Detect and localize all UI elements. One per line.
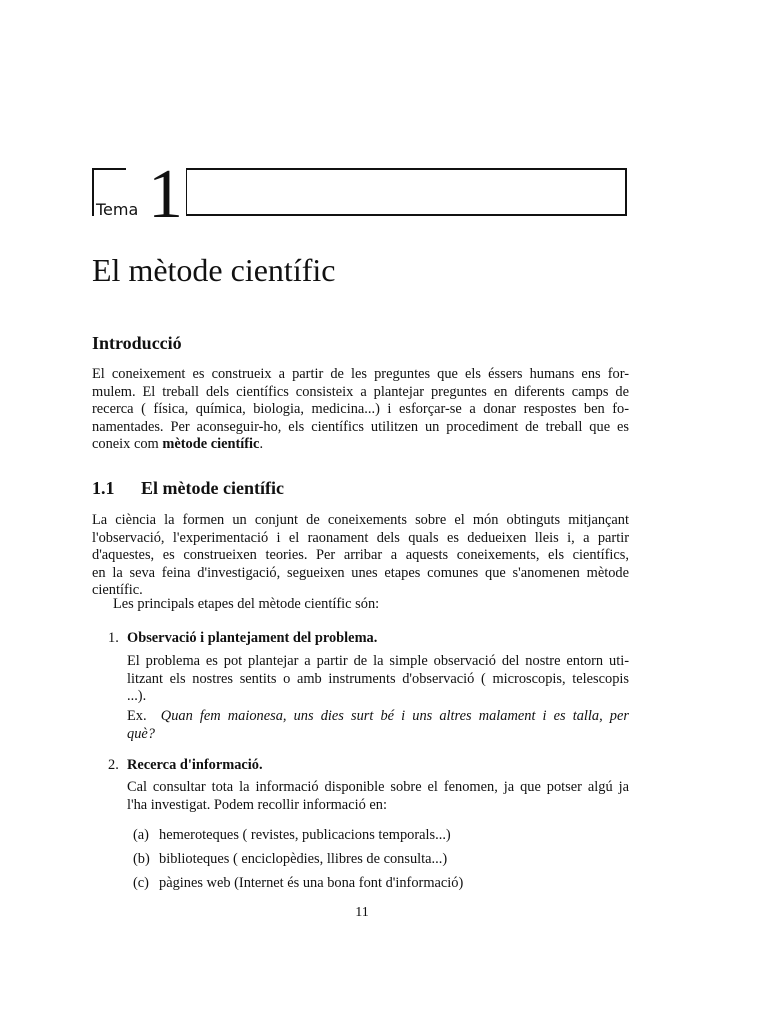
step-title: Recerca d'informació. <box>127 757 263 773</box>
intro-paragraph <box>92 366 629 454</box>
intro-last-suffix: . <box>259 436 264 452</box>
intro-line: mulem. El treball dels científics consisteix a plantejar preguntes en diferents camps de <box>92 383 629 400</box>
section-lead: Les principals etapes del mètode científic són: <box>113 596 380 612</box>
intro-last-prefix: coneix com <box>92 436 163 452</box>
step-body-line: litzant els nostres sentits o amb instruments d'observació ( microscopis, telescopis <box>127 670 629 687</box>
sub-list-item <box>133 874 463 892</box>
intro-line-last <box>92 436 629 454</box>
section-line: en la seva feina d'investigació, segueixen unes etapes comunes que s'anomenen mètode <box>92 564 629 581</box>
sub-item-label: (b) <box>133 851 150 867</box>
sub-list-item <box>133 826 451 844</box>
section-paragraph <box>92 512 629 600</box>
chapter-frame-top-line <box>92 168 126 170</box>
intro-bold-term: mètode científic <box>162 436 260 452</box>
example-text: Quan fem maionesa, uns dies surt bé i uns altres malament i es talla, per <box>160 708 629 724</box>
section-number: 1.1 <box>92 478 115 498</box>
intro-line: El coneixement es construeix a partir de les preguntes que els éssers humans ens for- <box>92 366 629 382</box>
sub-item-text: biblioteques ( enciclopèdies, llibres de consulta...) <box>159 851 448 867</box>
step-example <box>127 708 629 743</box>
example-line <box>127 708 629 726</box>
section-line: l'observació, l'experimentació i el raonament dels quals es dedueixen lleis i, a partir <box>92 529 629 546</box>
section-line: La ciència la formen un conjunt de coneixements sobre el món obtinguts mitjançant <box>92 512 629 528</box>
intro-line: namentades. Per aconseguir-ho, els científics utilitzen un procediment de treball que es <box>92 418 629 435</box>
section-line: d'aquestes, es construeixen teories. Per arribar a aquests coneixements, els científics, <box>92 547 629 563</box>
step-body-line: ...). <box>127 688 147 704</box>
example-line: què? <box>127 725 155 742</box>
chapter-frame-rule <box>186 168 627 216</box>
chapter-title: El mètode científic <box>92 252 336 288</box>
section-title: El mètode científic <box>141 478 284 498</box>
chapter-frame-left-line <box>92 168 94 216</box>
step-body-line: Cal consultar tota la informació disponible sobre el fenomen, ja que potser algú ja <box>127 779 629 795</box>
chapter-number: 1 <box>148 156 183 233</box>
chapter-header <box>92 156 628 233</box>
section-line: científic. <box>92 582 143 598</box>
example-label: Ex. <box>127 708 147 724</box>
sub-list-item <box>133 850 447 868</box>
step-number: 1. <box>108 630 119 646</box>
step-number: 2. <box>108 757 119 773</box>
sub-item-text: hemeroteques ( revistes, publicacions temporals...) <box>159 827 451 843</box>
step-body <box>127 653 629 706</box>
page-number: 11 <box>355 905 369 920</box>
step-body-line: El problema es pot plantejar a partir de la simple observació del nostre entorn uti- <box>127 653 629 669</box>
sub-item-label: (c) <box>133 875 149 891</box>
sub-item-text: pàgines web (Internet és una bona font d'informació) <box>159 875 464 891</box>
step-title: Observació i plantejament del problema. <box>127 630 378 646</box>
chapter-word: Tema <box>96 200 139 219</box>
sub-item-label: (a) <box>133 827 149 843</box>
step-body <box>127 779 629 814</box>
intro-heading: Introducció <box>92 333 182 353</box>
intro-line: recerca ( física, química, biologia, medicina...) i esforçar-se a donar respostes ben fo- <box>92 401 629 417</box>
step-body-line: l'ha investigat. Podem recollir informació en: <box>127 796 387 813</box>
